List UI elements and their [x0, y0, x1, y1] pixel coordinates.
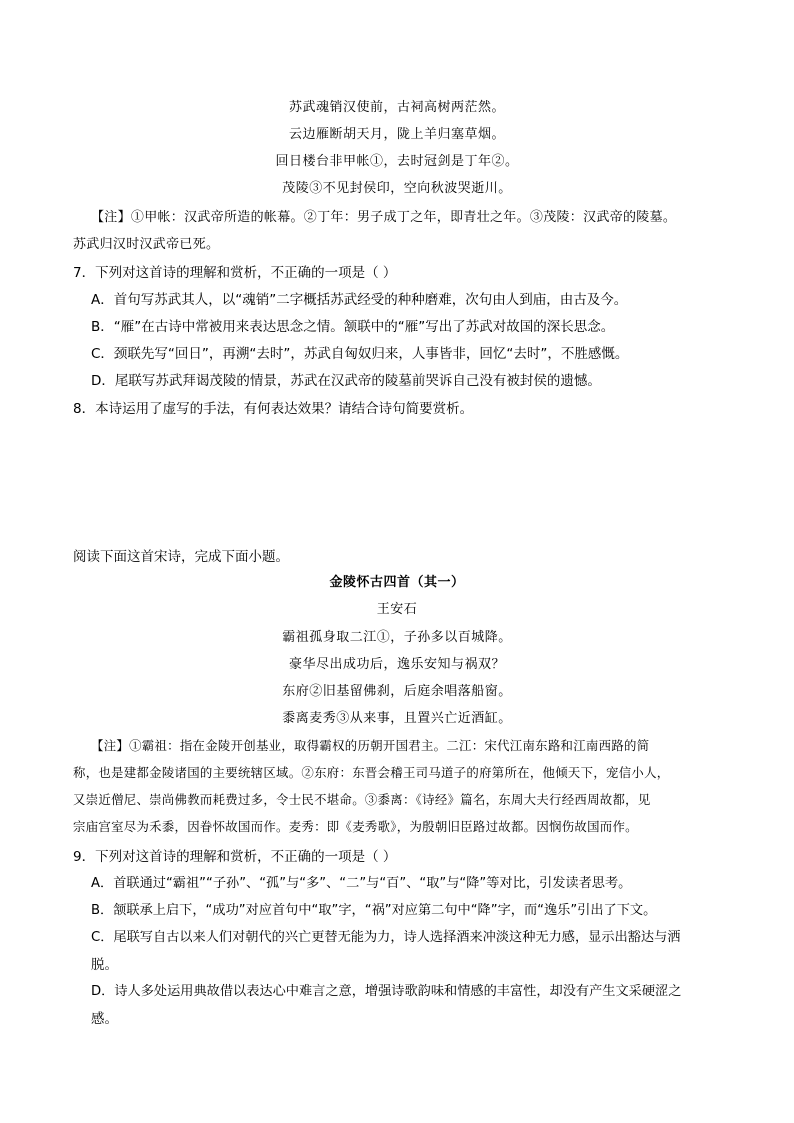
poem2-line-3: 东府②旧基留佛刹，后庭余唱落船窗。: [282, 684, 512, 699]
q9-option-d-line-2: 感。: [91, 1011, 118, 1027]
poem2-line-1: 霸祖孤身取二江①，子孙多以百城降。: [282, 630, 512, 645]
q9-option-b: B．颔联承上启下，“成功”对应首句中“取”字，“祸”对应第二句中“降”字，而“逸乐”引出了下文。: [91, 903, 657, 918]
poem1-line-3: 回日楼台非甲帐①，去时冠剑是丁年②。: [275, 154, 519, 169]
poem1-line-2: 云边雁断胡天月，陇上羊归塞草烟。: [288, 127, 505, 142]
poem2-note-line-2: 称，也是建都金陵诸国的主要统辖区域。②东府：东晋会稽王司马道子的府第所在，他倾天下，宠信小人，: [73, 765, 670, 780]
q9-option-d-line-1: D．诗人多处运用典故借以表达心中难言之意，增强诗歌韵味和情感的丰富性，却没有产生文采硬涩之: [91, 984, 682, 999]
poem2-note-line-1: 【注】①霸祖：指在金陵开创基业，取得霸权的历朝开国君主。二江：宋代江南东路和江南西路的简: [91, 738, 650, 753]
q7-option-d: D．尾联写苏武拜谒茂陵的情景，苏武在汉武帝的陵墓前哭诉自己没有被封侯的遗憾。: [91, 373, 601, 389]
poem2-note-line-3: 又崇近僧尼、崇尚佛教而耗费过多，令士民不堪命。③黍离：《诗经》篇名，东周大夫行经西周故都，见: [73, 792, 651, 807]
poem2-line-2: 豪华尽出成功后，逸乐安知与祸双？: [288, 657, 505, 672]
poem2-title: 金陵怀古四首（其一）: [329, 575, 465, 590]
section2-intro: 阅读下面这首宋诗，完成下面小题。: [73, 549, 289, 565]
poem1-note-line-2: 苏武归汉时汉武帝已死。: [73, 237, 220, 252]
q8-stem: 8．本诗运用了虚写的手法，有何表达效果？请结合诗句简要赏析。: [73, 401, 474, 417]
q7-stem: 7．下列对这首诗的理解和赏析，不正确的一项是（ ）: [73, 265, 397, 281]
poem1-line-4: 茂陵③不见封侯印，空向秋波哭逝川。: [282, 181, 512, 196]
poem1-note-line-1: 【注】①甲帐：汉武帝所造的帐幕。②丁年：男子成丁之年，即青壮之年。③茂陵：汉武帝的陵墓。: [91, 210, 677, 225]
poem2-note-line-4: 宗庙宫室尽为禾黍，因眷怀故国而作。麦秀：即《麦秀歌》，为殷朝旧臣路过故都。因悯伤故国而作。: [73, 819, 638, 834]
poem2-line-4: 黍离麦秀③从来事，且置兴亡近酒缸。: [282, 711, 512, 726]
poem2-author: 王安石: [376, 602, 418, 617]
q9-option-a: A．首联通过“霸祖”“子孙”、“孤”与“多”、“二”与“百”、“取”与“降”等对比，引发读者思考。: [91, 876, 632, 891]
q9-option-c-line-2: 脱。: [91, 957, 118, 973]
q9-stem: 9．下列对这首诗的理解和赏析，不正确的一项是（ ）: [73, 849, 397, 865]
poem1-line-1: 苏武魂销汉使前，古祠高树两茫然。: [288, 100, 505, 115]
q9-option-c-line-1: C．尾联写自古以来人们对朝代的兴亡更替无能为力，诗人选择酒来冲淡这种无力感，显示出豁达与洒: [91, 930, 681, 945]
q7-option-c: C．颈联先写“回日”，再溯“去时”，苏武自匈奴归来，人事皆非，回忆“去时”，不胜感慨。: [91, 346, 629, 362]
q7-option-a: A．首句写苏武其人，以“魂销”二字概括苏武经受的种种磨难，次句由人到庙，由古及今。: [91, 292, 628, 308]
q7-option-b: B．“雁”在古诗中常被用来表达思念之情。颔联中的“雁”写出了苏武对故国的深长思念。: [91, 319, 615, 335]
